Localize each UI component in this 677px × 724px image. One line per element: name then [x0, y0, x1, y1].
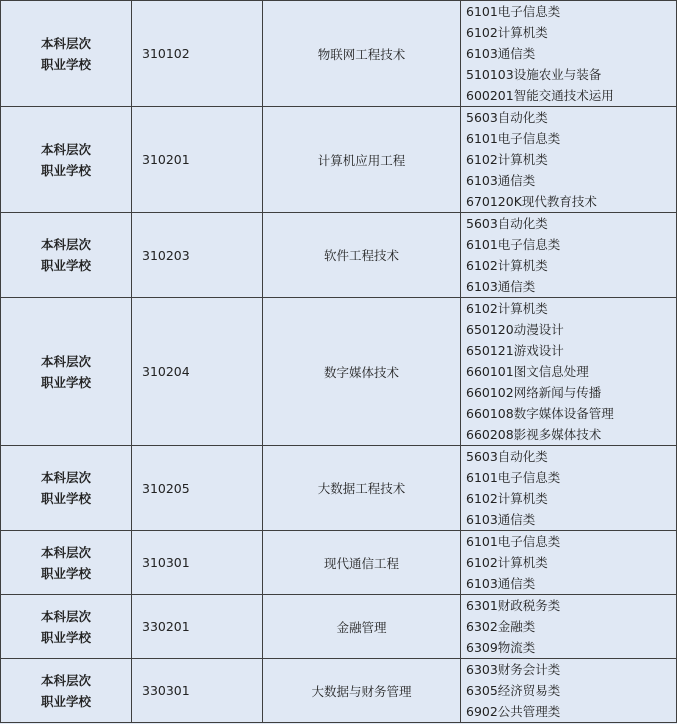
related-categories-cell [461, 213, 677, 298]
category-item: 6303财务会计类 [466, 662, 561, 677]
category-item: 6302金融类 [466, 619, 536, 634]
school-type-cell [1, 659, 132, 723]
category-item: 510103设施农业与装备 [466, 67, 602, 82]
major-code-cell: 310102 [132, 1, 263, 107]
related-categories-cell [461, 659, 677, 723]
related-categories-cell [461, 107, 677, 213]
category-item: 6101电子信息类 [466, 131, 561, 146]
category-item: 6103通信类 [466, 576, 536, 591]
major-name-cell: 软件工程技术 [263, 213, 461, 298]
major-name-cell: 现代通信工程 [263, 531, 461, 595]
category-item: 6309物流类 [466, 640, 536, 655]
major-code-cell: 310205 [132, 446, 263, 531]
category-item: 6103通信类 [466, 46, 536, 61]
category-item: 6305经济贸易类 [466, 683, 561, 698]
school-type-line: 本科层次 [40, 237, 91, 252]
table-row [1, 213, 677, 298]
school-type-line: 本科层次 [40, 35, 91, 51]
category-item: 6301财政税务类 [466, 598, 561, 613]
major-code-cell: 310204 [132, 298, 263, 446]
school-type-line: 本科层次 [40, 608, 91, 624]
table-row [1, 1, 677, 107]
related-categories-cell [461, 531, 677, 595]
category-item: 6102计算机类 [466, 491, 548, 506]
school-type-line: 职业学校 [40, 374, 91, 390]
school-type-line: 职业学校 [40, 629, 91, 645]
major-name-cell: 大数据工程技术 [263, 446, 461, 531]
category-item: 6103通信类 [466, 512, 536, 527]
school-type-line: 职业学校 [40, 693, 91, 709]
category-item: 650120动漫设计 [466, 322, 564, 337]
category-item: 650121游戏设计 [466, 343, 564, 358]
category-item: 6101电子信息类 [466, 237, 561, 252]
related-categories-cell [461, 1, 677, 107]
major-code-cell: 310203 [132, 213, 263, 298]
school-type-line: 本科层次 [40, 470, 91, 485]
related-categories-cell [461, 595, 677, 659]
category-item: 6102计算机类 [466, 301, 548, 316]
major-code-cell: 310201 [132, 107, 263, 213]
school-type-line: 本科层次 [40, 353, 91, 369]
school-type-line: 职业学校 [40, 258, 91, 273]
table-row [1, 595, 677, 659]
major-code-cell: 310301 [132, 531, 263, 595]
category-item: 660208影视多媒体技术 [466, 427, 602, 442]
school-type-line: 本科层次 [40, 672, 91, 688]
category-item: 6103通信类 [466, 173, 536, 188]
category-item: 6902公共管理类 [466, 704, 561, 719]
school-type-line: 职业学校 [40, 491, 91, 506]
category-item: 6102计算机类 [466, 25, 548, 40]
school-type-line: 本科层次 [40, 544, 91, 560]
major-name-cell: 数字媒体技术 [263, 298, 461, 446]
school-type-cell [1, 595, 132, 659]
school-type-cell [1, 531, 132, 595]
category-item: 6101电子信息类 [466, 470, 561, 485]
school-type-cell [1, 213, 132, 298]
school-type-line: 职业学校 [40, 565, 91, 581]
major-code-cell: 330301 [132, 659, 263, 723]
major-code-cell: 330201 [132, 595, 263, 659]
table-row [1, 298, 677, 446]
table-row [1, 659, 677, 723]
school-type-line: 本科层次 [40, 141, 91, 157]
major-name-cell: 大数据与财务管理 [263, 659, 461, 723]
category-item: 660108数字媒体设备管理 [466, 406, 614, 421]
category-item: 6101电子信息类 [466, 534, 561, 549]
table-row [1, 446, 677, 531]
category-item: 6102计算机类 [466, 555, 548, 570]
school-type-cell [1, 1, 132, 107]
category-item: 600201智能交通技术运用 [466, 88, 614, 103]
school-type-line: 职业学校 [40, 56, 91, 72]
category-item: 670120K现代教育技术 [466, 194, 597, 209]
category-item: 660102网络新闻与传播 [466, 385, 602, 400]
category-item: 6102计算机类 [466, 258, 548, 273]
major-name-cell: 金融管理 [263, 595, 461, 659]
category-item: 5603自动化类 [466, 449, 548, 464]
major-name-cell: 物联网工程技术 [263, 1, 461, 107]
major-name-cell: 计算机应用工程 [263, 107, 461, 213]
category-item: 6103通信类 [466, 279, 536, 294]
category-item: 6102计算机类 [466, 152, 548, 167]
related-categories-cell [461, 446, 677, 531]
table-row [1, 107, 677, 213]
category-item: 660101图文信息处理 [466, 364, 589, 379]
school-type-line: 职业学校 [40, 162, 91, 178]
category-item: 5603自动化类 [466, 216, 548, 231]
category-item: 6101电子信息类 [466, 4, 561, 19]
table-body [1, 1, 677, 723]
school-type-cell [1, 298, 132, 446]
school-type-cell [1, 446, 132, 531]
category-item: 5603自动化类 [466, 110, 548, 125]
table-row [1, 531, 677, 595]
school-type-cell [1, 107, 132, 213]
related-categories-cell [461, 298, 677, 446]
